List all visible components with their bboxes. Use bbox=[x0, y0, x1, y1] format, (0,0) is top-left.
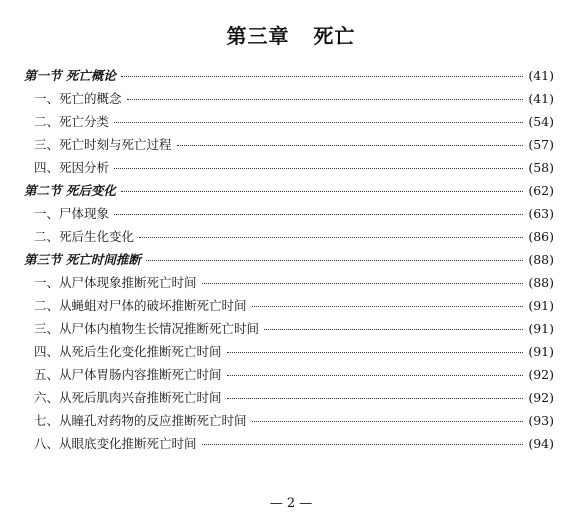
toc-label: 五、从尸体胃肠内容推断死亡时间 bbox=[34, 367, 222, 382]
toc-item[interactable] bbox=[24, 158, 554, 181]
toc-item[interactable] bbox=[24, 112, 554, 135]
dot-leader bbox=[146, 260, 523, 261]
toc-label: 一、死亡的概念 bbox=[34, 91, 122, 106]
toc-page-ref: (88) bbox=[528, 275, 554, 290]
toc-page-ref: (92) bbox=[528, 390, 554, 405]
dot-leader bbox=[264, 329, 523, 330]
dot-leader bbox=[114, 214, 523, 215]
toc-section[interactable] bbox=[24, 66, 554, 89]
toc-page-ref: (41) bbox=[528, 91, 554, 106]
toc-item[interactable] bbox=[24, 273, 554, 296]
toc-item[interactable] bbox=[24, 227, 554, 250]
dot-leader bbox=[121, 191, 523, 192]
dot-leader bbox=[227, 352, 524, 353]
toc-item[interactable] bbox=[24, 411, 554, 434]
dot-leader bbox=[121, 76, 523, 77]
page-number: — 2 — bbox=[269, 496, 313, 511]
toc-label: 四、死因分析 bbox=[34, 160, 110, 175]
toc-item[interactable] bbox=[24, 342, 554, 365]
table-of-contents bbox=[24, 66, 554, 457]
toc-page-ref: (58) bbox=[528, 160, 554, 175]
dot-leader bbox=[227, 398, 524, 399]
dot-leader bbox=[177, 145, 524, 146]
toc-page-ref: (63) bbox=[528, 206, 554, 221]
dot-leader bbox=[127, 99, 524, 100]
toc-page-ref: (91) bbox=[528, 344, 554, 359]
toc-label: 一、从尸体现象推断死亡时间 bbox=[34, 275, 197, 290]
dot-leader bbox=[114, 122, 523, 123]
toc-page-ref: (62) bbox=[528, 183, 554, 198]
toc-page-ref: (88) bbox=[528, 252, 554, 267]
toc-label: 八、从眼底变化推断死亡时间 bbox=[34, 436, 197, 451]
dot-leader bbox=[227, 375, 524, 376]
toc-label: 二、从蝇蛆对尸体的破坏推断死亡时间 bbox=[34, 298, 247, 313]
toc-item[interactable] bbox=[24, 296, 554, 319]
toc-page-ref: (94) bbox=[528, 436, 554, 451]
toc-section[interactable] bbox=[24, 181, 554, 204]
dot-leader bbox=[202, 444, 524, 445]
toc-item[interactable] bbox=[24, 204, 554, 227]
toc-page-ref: (86) bbox=[528, 229, 554, 244]
toc-label: 六、从死后肌肉兴奋推断死亡时间 bbox=[34, 390, 222, 405]
toc-label: 二、死后生化变化 bbox=[34, 229, 135, 244]
toc-label: 二、死亡分类 bbox=[34, 114, 110, 129]
toc-page-ref: (57) bbox=[528, 137, 554, 152]
toc-label: 第一节 死亡概论 bbox=[24, 68, 116, 83]
toc-item[interactable] bbox=[24, 434, 554, 457]
toc-item[interactable] bbox=[24, 319, 554, 342]
toc-section[interactable] bbox=[24, 250, 554, 273]
dot-leader bbox=[114, 168, 523, 169]
toc-page-ref: (54) bbox=[528, 114, 554, 129]
toc-item[interactable] bbox=[24, 89, 554, 112]
toc-page-ref: (41) bbox=[528, 68, 554, 83]
toc-label: 一、尸体现象 bbox=[34, 206, 110, 221]
toc-page-ref: (91) bbox=[528, 298, 554, 313]
toc-label: 三、死亡时刻与死亡过程 bbox=[34, 137, 172, 152]
toc-page-ref: (93) bbox=[528, 413, 554, 428]
dot-leader bbox=[252, 306, 524, 307]
chapter-title: 第三章 死亡 bbox=[226, 24, 356, 48]
toc-item[interactable] bbox=[24, 388, 554, 411]
toc-label: 第三节 死亡时间推断 bbox=[24, 252, 141, 267]
toc-label: 七、从瞳孔对药物的反应推断死亡时间 bbox=[34, 413, 247, 428]
dot-leader bbox=[252, 421, 524, 422]
toc-label: 四、从死后生化变化推断死亡时间 bbox=[34, 344, 222, 359]
toc-label: 第二节 死后变化 bbox=[24, 183, 116, 198]
toc-page-ref: (91) bbox=[528, 321, 554, 336]
dot-leader bbox=[202, 283, 524, 284]
toc-label: 三、从尸体内植物生长情况推断死亡时间 bbox=[34, 321, 260, 336]
toc-page-ref: (92) bbox=[528, 367, 554, 382]
toc-item[interactable] bbox=[24, 135, 554, 158]
toc-item[interactable] bbox=[24, 365, 554, 388]
dot-leader bbox=[139, 237, 523, 238]
